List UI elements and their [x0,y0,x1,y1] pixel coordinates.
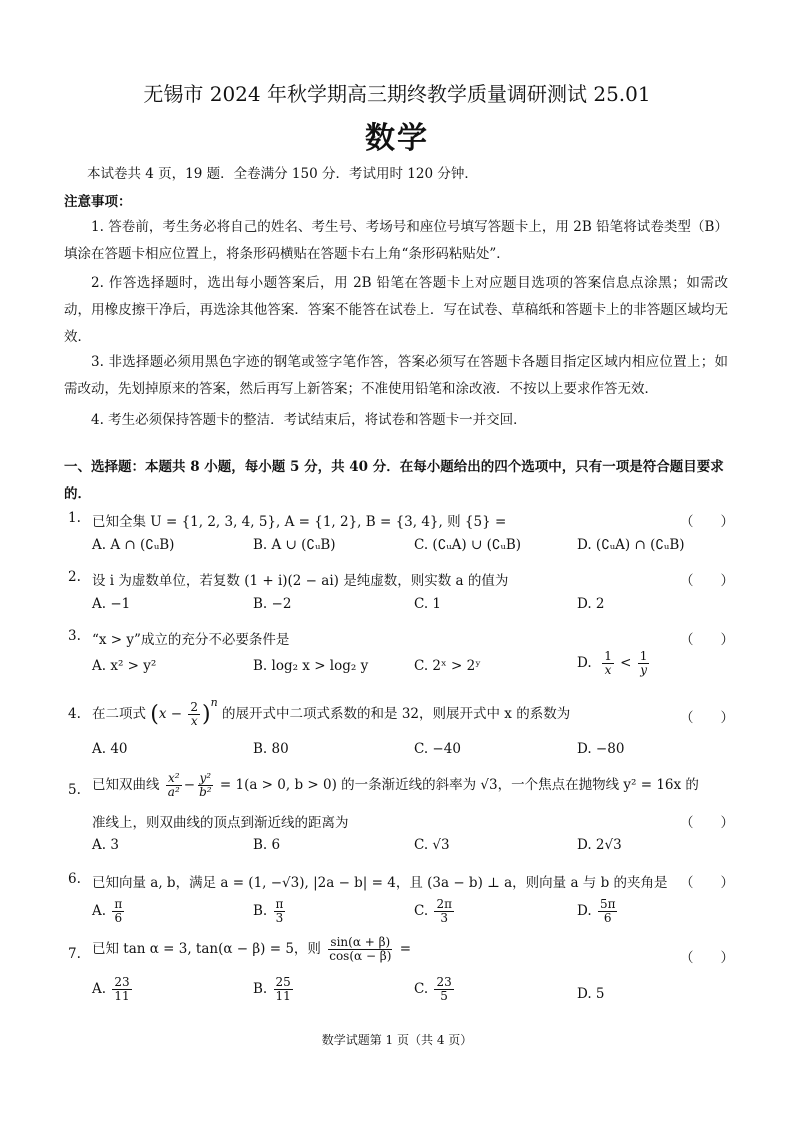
fraction [188,701,200,728]
option-b [253,898,287,925]
answer-paren: （ ） [680,514,734,530]
option-c [414,898,456,925]
denominator: y [640,663,647,677]
paren-close: ) [202,702,211,727]
answer-paren: （ ） [680,632,734,648]
operator: < [620,655,632,671]
option-label: D. [577,655,592,671]
question-number: 3. [68,628,81,644]
option-d: D. −80 [577,741,625,757]
fraction [274,976,293,1003]
option-label: B. [253,903,268,919]
question-number: 4. [68,706,81,722]
denominator: 3 [275,911,284,925]
stem-text: = [399,941,412,957]
page-footer: 数学试题第 1 页（共 4 页） [321,1033,473,1047]
question-stem [92,772,699,799]
question-stem [92,936,411,963]
numerator: sin(α + β) [330,935,391,949]
fraction [434,976,453,1003]
stem-text: 已知双曲线 [92,777,160,793]
denominator: cos(α − β) [329,949,392,963]
question-stem [92,696,570,728]
option-a: A. 3 [92,837,119,853]
fraction [598,898,618,925]
option-d: D. 2√3 [577,837,622,853]
option-a: A. 40 [92,741,128,757]
fraction [166,772,182,799]
fraction [602,650,614,677]
option-b: B. A ∪ (∁ᵤB) [253,537,336,553]
stem-text: 在二项式 [92,706,146,722]
stem-text: = 1(a > 0, b > 0) 的一条渐近线的斜率为 √3，一个焦点在抛物线 y² = 16x 的 [219,777,699,793]
numerator: π [275,897,284,911]
fraction [327,936,393,963]
notice-item-1: 1. 答卷前，考生务必将自己的姓名、考生号、考场号和座位号填写答题卡上，用 2B 铅笔将试卷类型（B）填涂在答题卡相应位置上，将条形码横贴在答题卡右上角“条形码粘贴处”． [64,219,728,262]
question-number: 2. [68,569,81,585]
option-a: A. A ∩ (∁ᵤB) [92,537,175,553]
option-c: C. −40 [414,741,461,757]
question-stem: 已知全集 U = {1, 2, 3, 4, 5}, A = {1, 2}, B = {3, 4}, 则 {5} = [92,514,507,530]
numerator: 23 [114,975,130,989]
numerator: 1 [639,649,648,663]
section-heading: 一、选择题：本题共 8 小题，每小题 5 分，共 40 分．在每小题给出的四个选项中，只有一项是符合题目要求的． [64,459,724,502]
notice-item-3: 3. 非选择题必须用黑色字迹的钢笔或签字笔作答，答案必须写在答题卡各题目指定区域内相应位置上；如需改动，先划掉原来的答案，然后再写上新答案；不准使用铅笔和涂改液．不按以上要求作答无效． [64,354,728,397]
answer-paren: （ ） [680,815,734,831]
option-d [577,650,651,677]
denominator: a² [167,785,180,799]
denominator: 6 [114,911,123,925]
option-a [92,976,134,1003]
fraction [638,650,650,677]
option-c: C. √3 [414,837,450,853]
stem-text: 的展开式中二项式系数的和是 32，则展开式中 x 的系数为 [222,706,571,722]
paren-open: ( [150,702,159,727]
question-stem: 设 i 为虚数单位，若复数 (1 + i)(2 − ai) 是纯虚数，则实数 a 的值为 [92,573,509,589]
stem-text: 已知 tan α = 3, tan(α − β) = 5，则 [92,941,321,957]
option-label: A. [92,903,107,919]
stem-expr: x − [158,706,183,722]
question-number: 6. [68,871,81,887]
denominator: 11 [275,989,291,1003]
option-b: B. log₂ x > log₂ y [253,658,369,674]
option-b: B. −2 [253,596,292,612]
operator: − [183,777,196,793]
denominator: b² [199,785,212,799]
numerator: 25 [275,975,291,989]
option-label: C. [414,981,429,997]
numerator: 2π [436,897,452,911]
denominator: 6 [603,911,612,925]
numerator: 23 [436,975,452,989]
fraction [434,898,454,925]
option-d: D. (∁ᵤA) ∩ (∁ᵤB) [577,537,685,553]
numerator: x² [167,771,180,785]
option-b: B. 80 [253,741,289,757]
option-a [92,898,126,925]
option-d [577,898,619,925]
option-b [253,976,295,1003]
option-label: C. [414,903,429,919]
numerator: π [114,897,123,911]
exam-intro: 本试卷共 4 页，19 题．全卷满分 150 分．考试用时 120 分钟． [87,166,478,182]
fraction [274,898,286,925]
exponent: n [210,696,218,709]
denominator: 5 [440,989,448,1003]
denominator: 3 [440,911,449,925]
subject-title: 数学 [365,121,429,156]
option-b: B. 6 [253,837,281,853]
option-label: B. [253,981,268,997]
fraction [112,898,124,925]
numerator: 5π [599,897,616,911]
answer-paren: （ ） [680,710,734,726]
answer-paren: （ ） [680,950,734,966]
fraction [197,772,214,799]
denominator: x [604,663,612,677]
option-a: A. −1 [92,596,131,612]
fraction [112,976,131,1003]
question-number: 1. [68,510,81,526]
numerator: y² [199,771,212,785]
denominator: x [190,714,198,728]
option-c [414,976,456,1003]
option-d: D. 2 [577,596,605,612]
question-stem: “x > y”成立的充分不必要条件是 [92,632,290,648]
exam-title: 无锡市 2024 年秋学期高三期终教学质量调研测试 25.01 [143,82,651,106]
option-a: A. x² > y² [92,658,157,674]
option-d: D. 5 [577,986,605,1002]
question-stem: 已知向量 a, b，满足 a = (1, −√3), |2a − b| = 4，且 (3a − b) ⊥ a，则向量 a 与 b 的夹角是 [92,875,668,891]
notice-heading: 注意事项： [64,194,132,210]
option-c: C. 2ˣ > 2ʸ [414,658,481,674]
option-label: A. [92,981,107,997]
notice-item-2: 2. 作答选择题时，选出每小题答案后，用 2B 铅笔在答题卡上对应题目选项的答案信息点涂黑；如需改动，用橡皮擦干净后，再选涂其他答案．答案不能答在试卷上．写在试卷、草稿纸和答题卡上的非答题区域均无效． [64,275,728,345]
numerator: 1 [604,649,612,663]
option-c: C. 1 [414,596,442,612]
answer-paren: （ ） [680,573,734,589]
denominator: 11 [114,989,130,1003]
question-number: 7. [68,946,81,962]
option-c: C. (∁ᵤA) ∪ (∁ᵤB) [414,537,522,553]
question-number: 5. [68,782,81,798]
notice-item-4: 4. 考生必须保持答题卡的整洁．考试结束后，将试卷和答题卡一并交回． [91,412,527,428]
numerator: 2 [190,700,199,714]
option-label: D. [577,903,592,919]
answer-paren: （ ） [680,875,734,891]
question-stem-line2: 准线上，则双曲线的顶点到渐近线的距离为 [92,815,349,831]
